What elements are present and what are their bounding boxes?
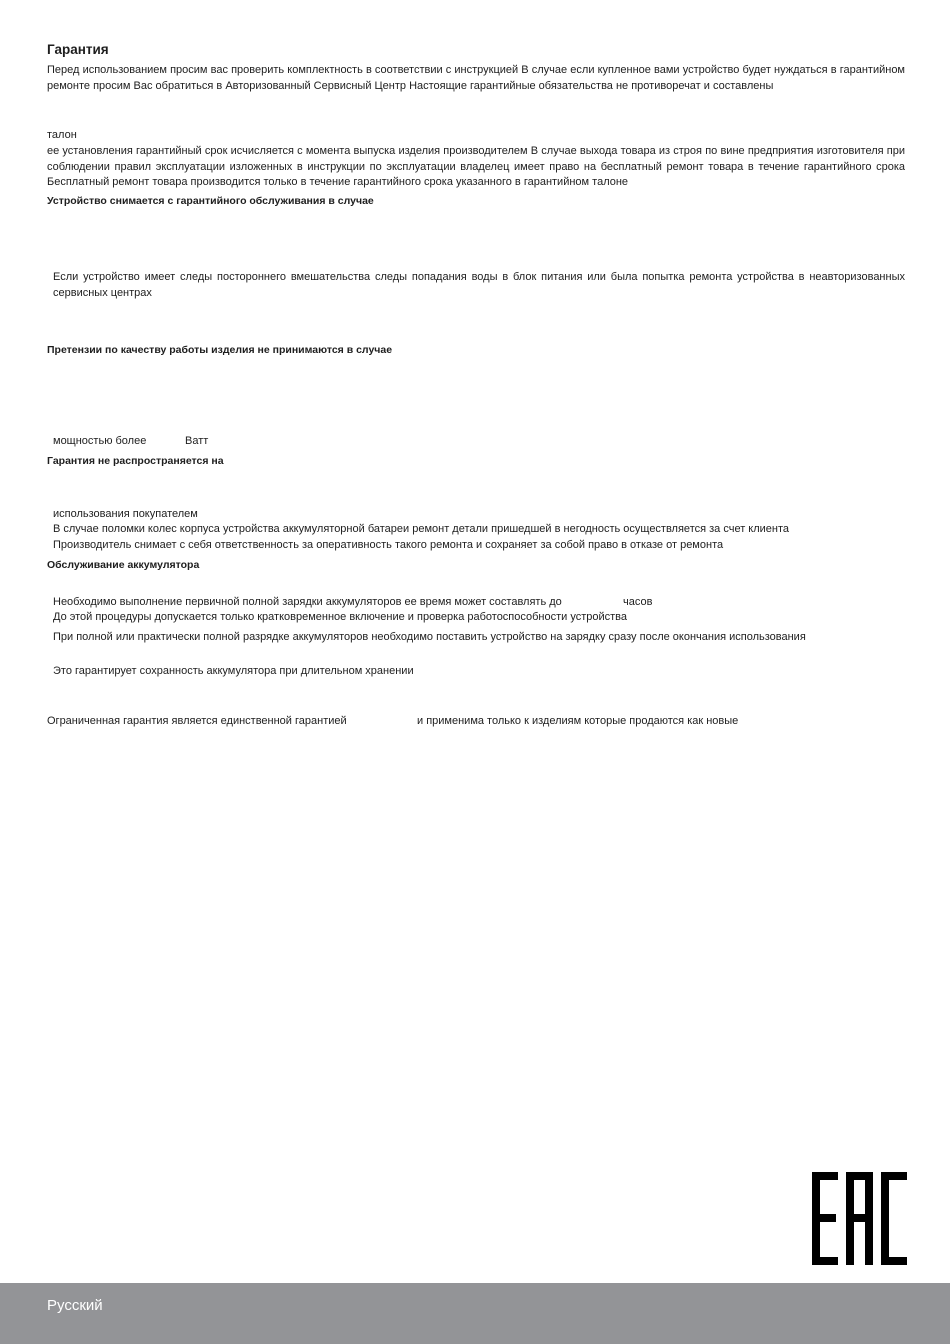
battery-line-2: До этой процедуры допускается только кратковременное включение и проверка работоспособности устройства: [53, 611, 628, 623]
limited-warranty-text-b: и применима только к изделиям которые продаются как новые: [417, 715, 739, 727]
limited-warranty-text-a: Ограниченная гарантия является единственной гарантией: [47, 715, 347, 727]
heading-claims-not-accepted: Претензии по качеству работы изделия не принимаются в случае: [47, 344, 393, 356]
intro-paragraph: Перед использованием просим вас проверить комплектность в соответствии с инструкцией В случае если купленное вами устройство будет нуждаться в гарантийном ремонте просим Вас обратиться в Авторизованный Сервисный Центр Настоящие гарантийные обязательства не противоречат и составлены: [47, 64, 905, 92]
battery-line-1: Необходимо выполнение первичной полной зарядки аккумуляторов ее время может составлять до: [53, 596, 562, 608]
removed-item-text: Если устройство имеет следы постороннего вмешательства следы попадания воды в блок питания или была попытка ремонта устройства в неавторизованных сервисных центрах: [53, 271, 905, 299]
warranty-term-paragraph: ее установления гарантийный срок исчисляется с момента выпуска изделия производителем В случае выхода товара из строя по вине предприятия изготовителя при соблюдении правил эксплуатации изложенных в инструкции по эксплуатации владелец имеет право на бесплатный ремонт товара в течение гарантийного срока Бесплатный ремонт товара производится только в течение гарантийного срока указанного в гарантийном талоне: [47, 145, 905, 188]
battery-line-4: Это гарантирует сохранность аккумулятора при длительном хранении: [53, 665, 414, 677]
heading-battery-service: Обслуживание аккумулятора: [47, 559, 200, 571]
not-cover-line-1: использования покупателем: [53, 508, 198, 520]
talon-word: талон: [47, 129, 77, 141]
heading-removed-from-service: Устройство снимается с гарантийного обслуживания в случае: [47, 195, 374, 207]
footer-bar: [0, 1283, 950, 1344]
not-cover-line-3: Производитель снимает с себя ответственность за оперативность такого ремонта и сохраняет за собой право в отказе от ремонта: [53, 539, 724, 551]
power-prefix-text: мощностью более: [53, 435, 147, 447]
battery-hours-text: часов: [623, 596, 653, 608]
page-title: Гарантия: [47, 42, 109, 57]
footer-language-label: Русский: [47, 1297, 103, 1314]
eac-certification-mark: [812, 1172, 907, 1265]
not-cover-line-2: В случае поломки колес корпуса устройства аккумуляторной батареи ремонт детали пришедшей в негодность осуществляется за счет клиента: [53, 523, 790, 535]
power-unit-text: Ватт: [185, 435, 209, 447]
battery-line-3: При полной или практически полной разрядке аккумуляторов необходимо поставить устройство на зарядку сразу после окончания использования: [53, 631, 806, 643]
heading-warranty-not-cover: Гарантия не распространяется на: [47, 455, 224, 467]
